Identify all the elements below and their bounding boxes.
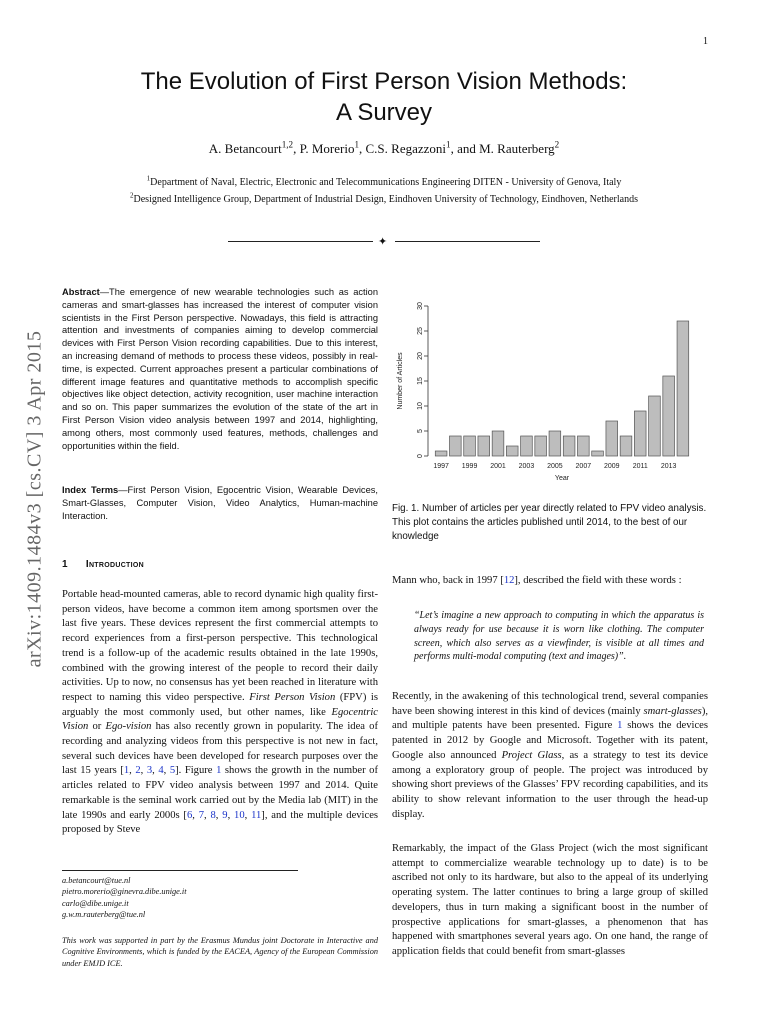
figure-link[interactable]: 1 (617, 720, 623, 732)
x-tick-label: 2001 (490, 463, 506, 470)
citation-link[interactable]: 5 (169, 765, 176, 777)
citation-link[interactable]: 7 (198, 809, 205, 821)
citation-link[interactable]: 8 (210, 809, 216, 821)
author-affil-sup: 2 (554, 139, 560, 150)
affiliation-2 (0, 191, 768, 205)
author-affil-sup: 1 (446, 139, 451, 150)
x-tick-label: 2003 (518, 463, 535, 470)
bar-1997 (435, 451, 447, 456)
abstract-text: —The emergence of new wearable technologies such as action cameras and smart-glasses has increased the interest of computer vision scientists in the First Person perspective. Nowadays, this field is attracting attention and investments of companies aiming to develop commercial devices with First Person Vision recording capabilities. Due to this interest, an increasing demand of methods to process these videos, possibly in real-time, is expected. Current approaches present a particular combinations of different image features and quantitative methods to accomplish specific objectives like object detection, activity recognition, user machine interaction and so on. This paper summarizes the evolution of the state of the art in First Person Vision video analysis between 1997 and 2014, highlighting, among others, most commonly used features, methods, challenges and opportunities within the field. (62, 287, 378, 451)
footnote-rule (62, 870, 298, 871)
y-tick-label: 20 (416, 352, 424, 360)
right-paragraph-2 (392, 690, 708, 822)
bar-2004 (535, 436, 547, 456)
divider-line-right (395, 241, 540, 242)
y-tick-label: 5 (416, 429, 424, 433)
intro-text: Portable head-mounted cameras, able to record dynamic high quality first-person videos, have become a common item among sportsmen over the last five years. These devices represent the first commercial attempts to record experiences from a first-person perspective. This technological trend is a follow-up of the academic results obtained in the late 1990s, combined with the growing interest of the people to record their daily activities. Up to now, no consensus has yet been reached in literature with respect to naming this video perspective. (62, 589, 378, 703)
section-title: Introduction (85, 559, 144, 570)
bar-2005 (549, 431, 561, 456)
citation-link[interactable]: 4 (158, 765, 164, 777)
y-tick-label: 15 (416, 377, 424, 385)
right-paragraph-1 (392, 574, 708, 589)
affiliation-1 (0, 174, 768, 188)
citation-link[interactable]: 10 (234, 809, 245, 821)
y-tick-label: 25 (416, 327, 424, 335)
intro-paragraph: Portable head-mounted cameras, able to record dynamic high quality first-person videos, have become a common item among sportsmen over the last five years. These devices represent the first commercial attempts to record experiences from a first-person perspective. This technological trend is a follow-up of the academic results obtained in the late 1990s, combined with the growing interest of the people to record their daily activities. Up to now, no consensus has yet been reached in literature with respect to naming this video perspective. First Person Vision (FPV) is arguably the most commonly used, but other names, like Egocentric Vision or Ego-vision has also recently grown in popularity. The idea of recording and analyzing videos from this perspective is not new in fact, several such devices have been developed for research purposes over the last 15 years [1, 2, 3, 4, 5]. Figure 1 shows the growth in the number of articles related to FPV video analysis between 1997 and 2014. Quite remarkable is the seminal work carried out by the Media lab (MIT) in the late 1990s and early 2000s [6, 7, 8, 9, 10, 11], and the multiple devices proposed by Steve (62, 589, 379, 836)
abstract-label: Abstract (62, 287, 100, 297)
funding-note: This work was supported in part by the Erasmus Mundus joint Doctorate in Interactive and Cognitive Environments, which is funded by the EACEA, Agency of the European Commission under EMJD ICE. (62, 936, 378, 968)
bar-2002 (506, 446, 518, 456)
intro-text: ]. Figure (175, 765, 217, 777)
affil-text: Designed Intelligence Group, Department of Industrial Design, Eindhoven University of Technology, Eindhoven, Netherlands (133, 194, 638, 205)
intro-term-fpv: First Person Vision (249, 691, 336, 703)
right-text: ], described the field with these words : (514, 575, 682, 586)
bar-1999 (464, 436, 476, 456)
x-tick-label: 1999 (461, 463, 478, 470)
articles-per-year-chart (392, 296, 702, 482)
citation-link[interactable]: 3 (146, 765, 153, 777)
email: pietro.morerio@ginevra.dibe.unige.it (62, 887, 187, 897)
intro-text: shows the growth in the number of articles related to FPV video analysis between 1997 and 2014. Quite remarkable is the seminal work carried out by the Media lab (MIT) in the late 1990s and early 2000s [ (62, 765, 379, 821)
index-terms (62, 484, 378, 522)
x-tick-label: 2013 (660, 463, 677, 470)
figure-link[interactable]: 1 (216, 765, 222, 777)
x-tick-label: 1997 (433, 463, 449, 470)
intro-term-egocentric: Egocentric Vision (62, 706, 378, 733)
divider-line-left (228, 241, 373, 242)
title-line-2: A Survey (335, 99, 433, 126)
bar-2009 (606, 421, 618, 456)
y-axis-label: Number of Articles (397, 352, 404, 410)
y-tick-label: 10 (416, 402, 424, 410)
title-line-1: The Evolution of First Person Vision Methods: (140, 68, 628, 95)
term-project-glass: Project Glass (501, 749, 562, 761)
intro-text: (FPV) is arguably the most commonly used, but other names, like (62, 691, 378, 718)
email: g.w.m.rauterberg@tue.nl (62, 910, 146, 920)
email: a.betancourt@tue.nl (62, 876, 131, 885)
right-paragraph-3: Remarkably, the impact of the Glass Project (wich the most significant attempt to commercialize wearable technology up to date) is to be ascribed not only to its hardware, but also to the appeal of its underlying operating system. The latter continues to bring a large group of skilled developers, thus in turn making a significant boost in the number of prospective applications for smart-glasses, a phenomenon that has happened with smartphones several years ago. On one hand, the range of application fields that could benefit from smart-glasses (392, 843, 708, 957)
right-text: ), and multiple patents have been presented. Figure (392, 705, 708, 732)
author-emails (62, 875, 378, 921)
bar-2006 (563, 436, 575, 456)
bar-2001 (492, 431, 504, 456)
email: carlo@dibe.unige.it (62, 898, 129, 908)
author: C.S. Regazzoni (365, 141, 447, 156)
right-text: Recently, in the awakening of this technological trend, several companies have been showing interest in this kind of devices (mainly (392, 691, 708, 717)
x-axis-label: Year (554, 475, 570, 482)
section-number: 1 (62, 559, 68, 570)
author: A. Betancourt (208, 141, 282, 156)
x-tick-label: 2009 (603, 463, 620, 470)
right-text: shows the devices patented in 2012 by Google and Microsoft. Together with its patent, Google also announced (392, 720, 708, 761)
author-sep: , and (450, 141, 480, 156)
x-tick-label: 2007 (575, 463, 592, 470)
citation-link[interactable]: 12 (503, 575, 515, 586)
citation-link[interactable]: 6 (186, 809, 193, 821)
bar-2000 (478, 436, 490, 456)
author-list (0, 141, 768, 157)
author-affil-sup: 1,2 (281, 139, 294, 150)
affil-sup: 2 (130, 191, 134, 200)
figure-caption: Fig. 1. Number of articles per year directly related to FPV video analysis. This plot contains the articles published until 2014, to the best of our knowledge (392, 503, 707, 543)
term-smart-glasses: smart-glasses (643, 705, 702, 717)
citation-link[interactable]: 1 (123, 765, 130, 777)
y-tick-label: 0 (416, 454, 424, 458)
bar-2014 (677, 321, 689, 456)
intro-text: ], and the multiple devices proposed by Steve (62, 809, 379, 836)
x-tick-label: 2005 (547, 463, 563, 470)
index-terms-label: Index Terms (62, 485, 119, 495)
author: P. Morerio (299, 141, 355, 156)
affil-text: Department of Naval, Electric, Electronic and Telecommunications Engineering DITEN - University of Genova, Italy (150, 177, 622, 188)
y-tick-label: 30 (416, 302, 424, 310)
abstract (62, 286, 378, 452)
bar-2013 (663, 376, 675, 456)
intro-term-egovision: Ego-vision (105, 721, 152, 733)
right-text: Mann who, back in 1997 [ (392, 575, 504, 586)
bar-2011 (634, 411, 646, 456)
bar-2010 (620, 436, 632, 456)
paper-title (0, 66, 768, 128)
section-heading (62, 559, 144, 570)
intro-text: or (88, 721, 106, 733)
author: M. Rauterberg (479, 141, 555, 156)
affil-sup: 1 (146, 174, 151, 183)
right-text: , as a strategy to test its device among a exploratory group of people. The project was introduced by showing short previews of the Glasses’ FPV recording capabilities, and its ability to show relevant information to the user through the head-up display. (392, 749, 708, 820)
mann-quote: “Let’s imagine a new approach to computing in which the apparatus is always ready for use because it is worn like clothing. The computer screen, which also serves as a viewfinder, is visible at all times and performs multi-modal computing (text and images)”. (414, 610, 704, 663)
title-divider (228, 236, 540, 248)
divider-star-icon: ✦ (378, 236, 388, 248)
bar-2008 (592, 451, 604, 456)
author-affil-sup: 1 (354, 139, 359, 150)
intro-text: has also recently grown in popularity. The idea of recording and analyzing videos from this perspective is not new in fact, several such devices have been developed for research purposes over the last 15 years [ (62, 721, 379, 777)
page-number: 1 (703, 36, 708, 47)
author-sep: , (293, 141, 300, 156)
arxiv-stamp (18, 284, 52, 714)
bar-2012 (649, 396, 661, 456)
citation-link[interactable]: 11 (251, 809, 262, 821)
arxiv-id: arXiv:1409.1484v3 [cs.CV] 3 Apr 2015 (23, 330, 46, 668)
bar-2007 (578, 436, 590, 456)
author-sep: , (359, 141, 366, 156)
bar-1998 (450, 436, 462, 456)
citation-link[interactable]: 9 (222, 809, 228, 821)
bar-2003 (521, 436, 533, 456)
citation-link[interactable]: 2 (135, 765, 141, 777)
x-tick-label: 2011 (632, 463, 648, 470)
index-terms-text: —First Person Vision, Egocentric Vision, Wearable Devices, Smart-Glasses, Computer Vision, Video Analytics, Human-machine Interaction. (62, 485, 378, 521)
